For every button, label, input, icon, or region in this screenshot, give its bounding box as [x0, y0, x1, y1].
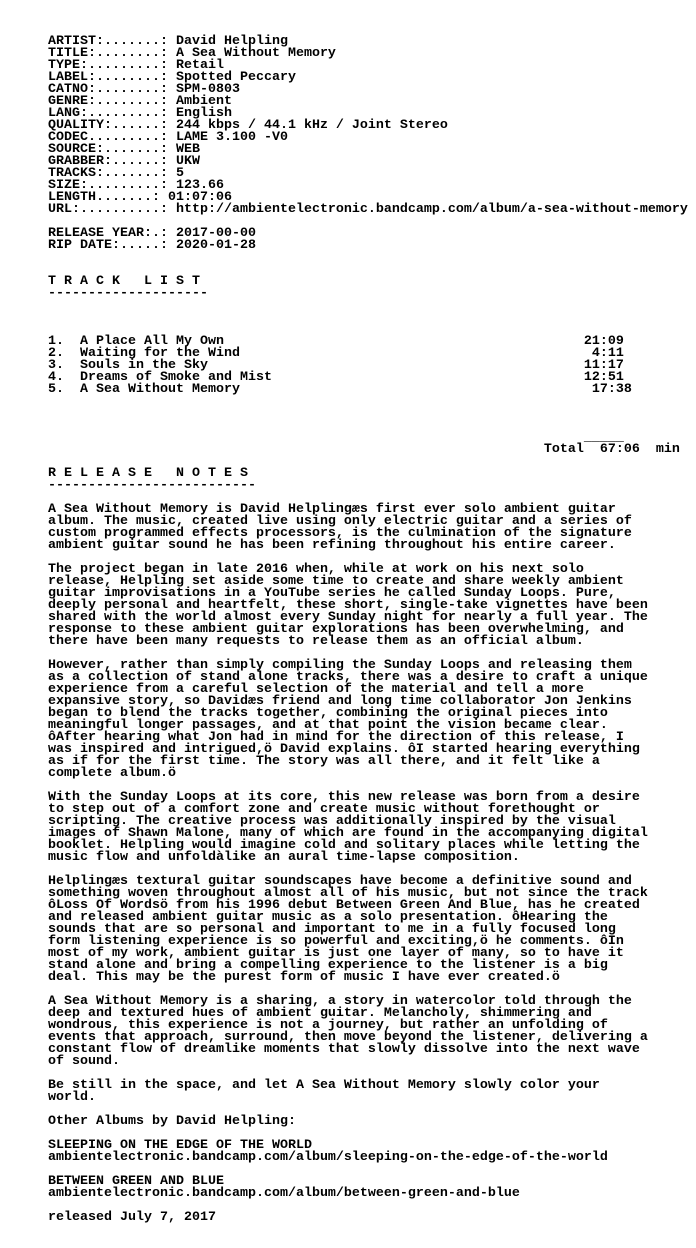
document-line: experience from a careful selection of the material and tell a more [48, 682, 584, 697]
document-line: deal. This may be the purest form of music I have ever created.ö [48, 970, 560, 985]
document-line: GRABBER:......: UKW [48, 154, 200, 169]
document-line: ôAfter hearing what Jon had in mind for the direction of this release, I [48, 730, 624, 745]
document-line: music flow and unfoldàlike an aural time-lapse composition. [48, 850, 520, 865]
document-line: ambientelectronic.bandcamp.com/album/sleeping-on-the-edge-of-the-world [48, 1150, 608, 1165]
nfo-text-document [48, 36, 688, 1224]
document-line: URL:..........: http://ambientelectronic.bandcamp.com/album/a-sea-without-memory [48, 202, 688, 217]
document-line: ambient guitar sound he has been refining throughout his entire career. [48, 538, 616, 553]
document-line: most of my work, ambient guitar is just one layer of many, so to have it [48, 946, 624, 961]
document-line: QUALITY:......: 244 kbps / 44.1 kHz / Joint Stereo [48, 118, 448, 133]
document-line: CATNO:........: SPM-0803 [48, 82, 240, 97]
document-line: Helplingæs textural guitar soundscapes have become a definitive sound and [48, 874, 632, 889]
document-line: A Sea Without Memory is a sharing, a story in watercolor told through the [48, 994, 632, 1009]
document-line: images of Shawn Malone, many of which are found in the accompanying digital [48, 826, 648, 841]
document-line: guitar improvisations in a YouTube series he called Sunday Loops. Pure, [48, 586, 616, 601]
document-line: was inspired and intrigued,ö David explains. ôI started hearing everything [48, 742, 640, 757]
document-line: GENRE:........: Ambient [48, 94, 232, 109]
document-line: R E L E A S E N O T E S [48, 466, 248, 481]
document-line: BETWEEN GREEN AND BLUE [48, 1174, 224, 1189]
document-line: SLEEPING ON THE EDGE OF THE WORLD [48, 1138, 312, 1153]
document-line: However, rather than simply compiling the Sunday Loops and releasing them [48, 658, 632, 673]
document-line: _____ [48, 430, 624, 445]
document-line: 4. Dreams of Smoke and Mist 12:51 [48, 370, 624, 385]
document-line: custom programmed effects processors, is the culmination of the signature [48, 526, 632, 541]
document-line: booklet. Helpling would imagine cold and solitary places while letting the [48, 838, 640, 853]
document-line: With the Sunday Loops at its core, this new release was born from a desire [48, 790, 640, 805]
document-line: began to blend the tracks together, combining the original pieces into [48, 706, 608, 721]
document-line: as if for the first time. The story was all there, and it felt like a [48, 754, 600, 769]
document-line [48, 408, 688, 420]
document-line: deeply personal and heartfelt, these short, single-take vignettes have been [48, 598, 648, 613]
document-line: 2. Waiting for the Wind 4:11 [48, 346, 624, 361]
document-line: shared with the world almost every Sunday night for nearly a full year. The [48, 610, 648, 625]
document-line: Other Albums by David Helpling: [48, 1114, 296, 1129]
document-line: A Sea Without Memory is David Helplingæs first ever solo ambient guitar [48, 502, 616, 517]
document-line [48, 396, 688, 408]
document-line [48, 312, 688, 324]
document-line: deep and textured hues of ambient guitar. Melancholy, shimmering and [48, 1006, 592, 1021]
document-line: T R A C K L I S T [48, 274, 200, 289]
document-line: sounds that are so personal and important to me in a fully focused long [48, 922, 616, 937]
document-line: 1. A Place All My Own 21:09 [48, 334, 624, 349]
document-line: released July 7, 2017 [48, 1210, 216, 1225]
document-line: expansive story, so Davidæs friend and long time collaborator Jon Jenkins [48, 694, 632, 709]
document-line: constant flow of dreamlike moments that slowly dissolve into the next wave [48, 1042, 640, 1057]
document-line: LENGTH.......: 01:07:06 [48, 190, 232, 205]
document-line: response to these ambient guitar explorations has been overwhelming, and [48, 622, 624, 637]
document-line: ARTIST:.......: David Helpling [48, 34, 288, 49]
document-line: TRACKS:.......: 5 [48, 166, 184, 181]
document-line: of sound. [48, 1054, 120, 1069]
document-line: events that approach, surround, then move beyond the listener, delivering a [48, 1030, 648, 1045]
document-line: complete album.ö [48, 766, 176, 781]
document-line: there have been many requests to release them as an official album. [48, 634, 584, 649]
document-line: album. The music, created live using only electric guitar and a series of [48, 514, 632, 529]
document-line: LANG:.........: English [48, 106, 232, 121]
document-line: as a collection of stand alone tracks, there was a desire to craft a unique [48, 670, 648, 685]
document-line: RIP DATE:.....: 2020-01-28 [48, 238, 256, 253]
document-line: world. [48, 1090, 96, 1105]
document-line: release, Helpling set aside some time to create and share weekly ambient [48, 574, 624, 589]
document-line: RELEASE YEAR:.: 2017-00-00 [48, 226, 256, 241]
document-line [48, 300, 688, 312]
document-line: meaningful longer passages, and at that point the vision became clear. [48, 718, 608, 733]
document-line: and released ambient guitar music as a solo presentation. ôHearing the [48, 910, 608, 925]
document-line: SIZE:.........: 123.66 [48, 178, 224, 193]
document-line: -------------------- [48, 286, 208, 301]
document-line: ôLoss Of Wordsö from his 1996 debut Between Green And Blue, has he created [48, 898, 640, 913]
document-line: ambientelectronic.bandcamp.com/album/between-green-and-blue [48, 1186, 520, 1201]
document-line: 5. A Sea Without Memory 17:38 [48, 382, 632, 397]
document-line: TITLE:........: A Sea Without Memory [48, 46, 336, 61]
document-line: to step out of a comfort zone and create music without forethought or [48, 802, 600, 817]
document-line: LABEL:........: Spotted Peccary [48, 70, 296, 85]
document-line: SOURCE:.......: WEB [48, 142, 200, 157]
document-line: form listening experience is so powerful and exciting,ö he comments. ôIn [48, 934, 624, 949]
document-line: scripting. The creative process was additionally inspired by the visual [48, 814, 616, 829]
document-line: 3. Souls in the Sky 11:17 [48, 358, 624, 373]
document-line: Total 67:06 min [48, 442, 680, 457]
document-line: TYPE:.........: Retail [48, 58, 224, 73]
document-line [48, 252, 688, 264]
document-line: CODEC.........: LAME 3.100 -V0 [48, 130, 288, 145]
document-line: -------------------------- [48, 478, 256, 493]
document-line: Be still in the space, and let A Sea Without Memory slowly color your [48, 1078, 600, 1093]
document-line: something woven throughout almost all of his music, but not since the track [48, 886, 648, 901]
document-line: The project began in late 2016 when, while at work on his next solo [48, 562, 584, 577]
document-line: stand alone and bring a compelling experience to the listener is a big [48, 958, 608, 973]
document-line: wondrous, this experience is not a journey, but rather an unfolding of [48, 1018, 608, 1033]
